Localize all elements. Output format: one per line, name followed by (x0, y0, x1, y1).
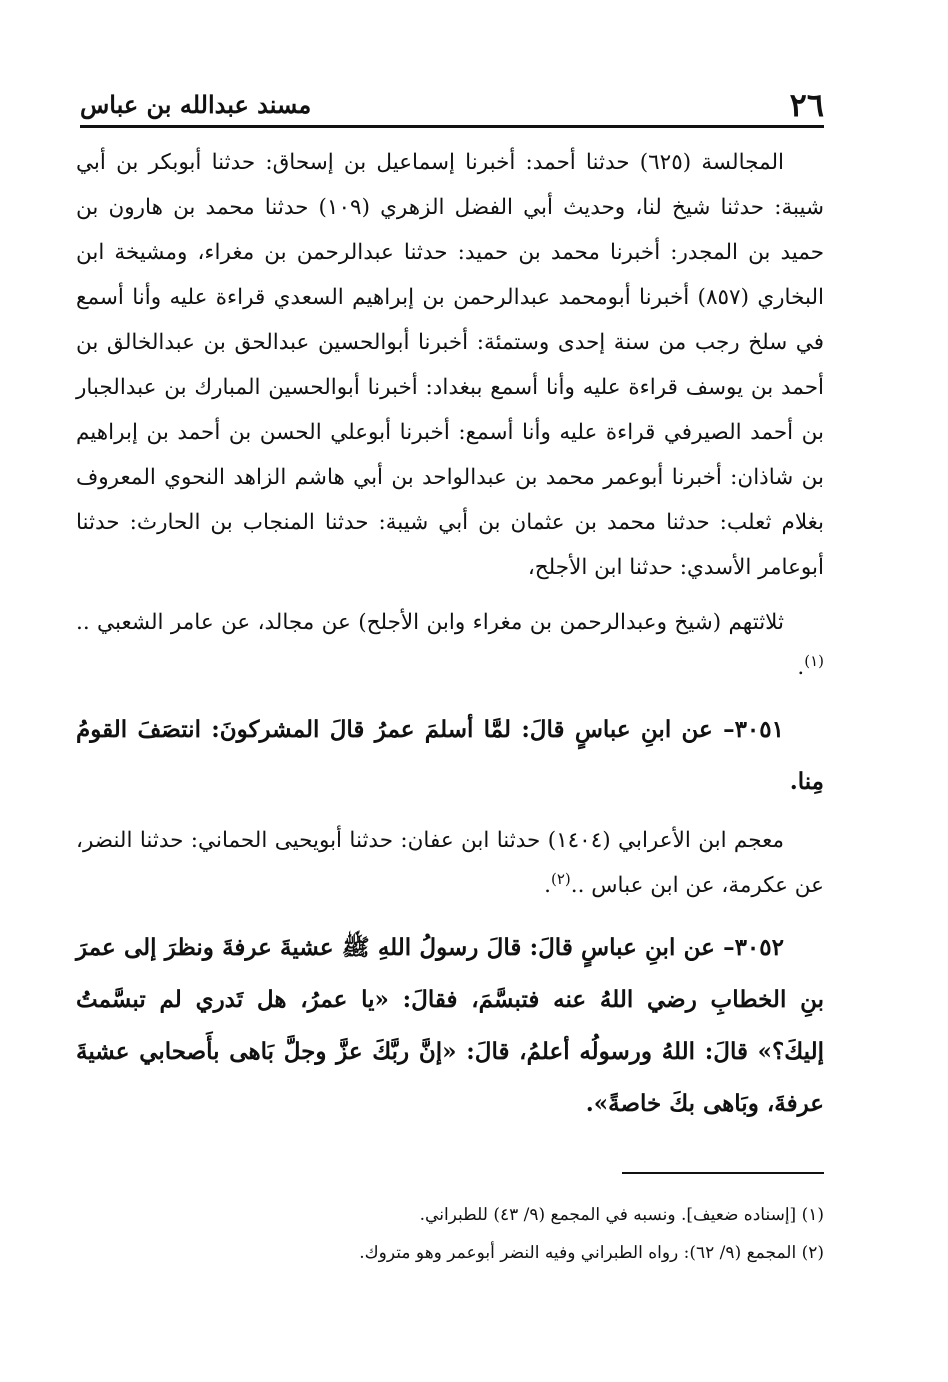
isnad-summary-paragraph: ثلاثتهم (شيخ وعبدالرحمن بن مغراء وابن الأجلح) عن مجالد، عن عامر الشعبي ..$^{(١)}$. (76, 610, 824, 680)
isnad-paragraph (76, 140, 824, 590)
footnotes (76, 1196, 824, 1272)
footnote-1: (١) [إسناده ضعيف]. ونسبه في المجمع (٩/ ٤٣) للطبراني. (419, 1205, 824, 1225)
footnote-separator (622, 1172, 824, 1174)
footnote-ref-2[interactable]: (٢) (551, 869, 571, 888)
isnad-summary-text: ثلاثتهم (شيخ وعبدالرحمن بن مغراء وابن الأجلح) عن مجالد، عن عامر الشعبي .. (76, 610, 784, 635)
hadith-3051: ٣٠٥١– عن ابنِ عباسٍ قالَ: لمَّا أسلمَ عمرُ قالَ المشركونَ: انتصَفَ القومُ مِنا. (76, 716, 824, 795)
running-title: مسند عبدالله بن عباس (80, 90, 312, 119)
footnote-2: (٢) المجمع (٩/ ٦٢): رواه الطبراني وفيه النضر أبوعمر وهو متروك. (359, 1243, 824, 1263)
header-rule (80, 125, 824, 128)
page-header (80, 78, 824, 128)
source-text: معجم ابن الأعرابي (١٤٠٤) حدثنا ابن عفان: حدثنا أبويحيى الحماني: حدثنا النضر، عن عكرمة، عن ابن عباس .. (76, 828, 824, 898)
hadith-3052: ٣٠٥٢– عن ابنِ عباسٍ قالَ: قالَ رسولُ اللهِ ﷺ عشيةَ عرفةَ ونظرَ إلى عمرَ بنِ الخطابِ رضي اللهُ عنه فتبسَّمَ، فقالَ: «يا عمرُ، هل تَدري لم تبسَّمتُ إليكَ؟» قالَ: اللهُ ورسولُه أعلمُ، قالَ: «إنَّ ربَّكَ عزَّ وجلَّ بَاهى بأَصحابي عشيةَ عرفةَ، وبَاهى بكَ خاصةً». (76, 934, 824, 1117)
main-text (76, 140, 824, 1140)
source-paragraph: معجم ابن الأعرابي (١٤٠٤) حدثنا ابن عفان: حدثنا أبويحيى الحماني: حدثنا النضر، عن عكرمة، عن ابن عباس ..$^{(٢)}$. (76, 828, 824, 898)
isnad-text: المجالسة (٦٢٥) حدثنا أحمد: أخبرنا إسماعيل بن إسحاق: حدثنا أبوبكر بن أبي شيبة: حدثنا شيخ لنا، وحديث أبي الفضل الزهري (١٠٩) حدثنا محمد بن هارون بن حميد بن المجدر: أخبرنا محمد بن حميد: حدثنا عبدالرحمن بن مغراء، ومشيخة ابن البخاري (٨٥٧) أخبرنا أبومحمد عبدالرحمن بن إبراهيم السعدي قراءة عليه وأنا أسمع في سلخ رجب من سنة إحدى وستمئة: أخبرنا أبوالحسين عبدالحق بن عبدالخالق بن أحمد بن يوسف قراءة عليه وأنا أسمع ببغداد: أخبرنا أبوالحسين المبارك بن عبدالجبار بن أحمد الصيرفي قراءة عليه وأنا أسمع: أخبرنا أبوعلي الحسن بن أحمد بن إبراهيم بن شاذان: أخبرنا أبوعمر محمد بن عبدالواحد بن أبي هاشم الزاهد النحوي المعروف بغلام ثعلب: حدثنا محمد بن عثمان بن أبي شيبة: حدثنا المنجاب بن الحارث: حدثنا أبوعامر الأسدي: حدثنا ابن الأجلح، (76, 150, 824, 580)
page-number: ٢٦ (789, 86, 824, 124)
footnote-ref-1[interactable]: (١) (804, 651, 824, 670)
